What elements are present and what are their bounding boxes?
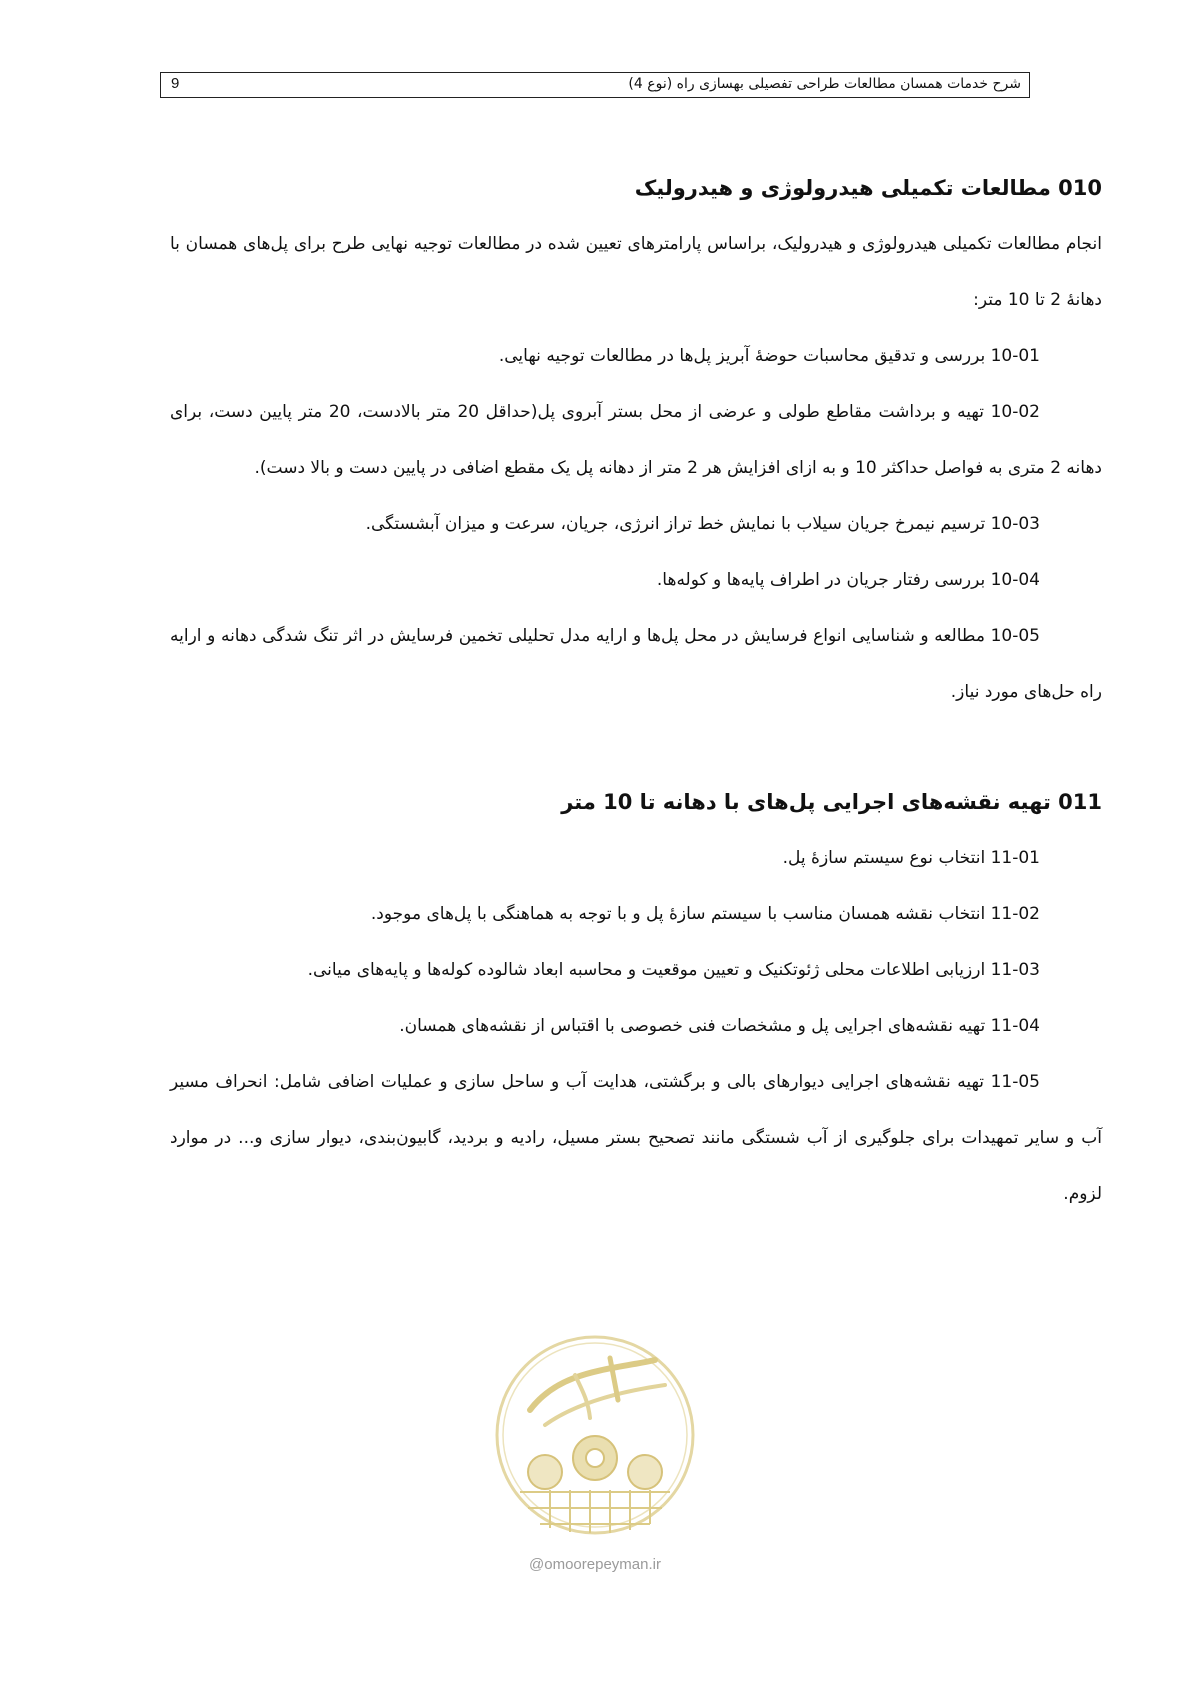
- document-body: [170, 160, 1102, 1222]
- watermark-site: @omoorepeyman.ir: [529, 1556, 661, 1573]
- page-header: [160, 72, 1030, 98]
- section-010-title: 010 مطالعات تکمیلی هیدرولوژی و هیدرولیک: [634, 176, 1102, 200]
- watermark-logo: [490, 1330, 700, 1573]
- watermark-seal-icon: [490, 1330, 700, 1550]
- item-11-04: 11-04 تهیه نقشه‌های اجرایی پل و مشخصات فنی خصوصی با اقتباس از نقشه‌های همسان.: [399, 1016, 1040, 1036]
- item-11-01: 11-01 انتخاب نوع سیستم سازهٔ پل.: [782, 848, 1040, 868]
- page-number: 9: [171, 75, 180, 92]
- item-10-02: 10-02 تهیه و برداشت مقاطع طولی و عرضی از محل بستر آبروی پل(حداقل 20 متر بالادست، 20 متر پایین دست، برای دهانه 2 متری به فواصل حداکثر 10 و به ازای افزایش هر 2 متر از دهانه پل یک مقطع اضافی در پایین دست و بالا دست).: [170, 402, 1102, 478]
- section-010-intro: انجام مطالعات تکمیلی هیدرولوژی و هیدرولیک، براساس پارامترهای تعیین شده در مطالعات توجیه نهایی طرح برای پل‌های همسان با دهانهٔ 2 تا 10 متر:: [170, 234, 1102, 310]
- item-11-05: 11-05 تهیه نقشه‌های اجرایی دیوارهای بالی و برگشتی، هدایت آب و ساحل سازی و عملیات اضافی شامل: انحراف مسیر آب و سایر تمهیدات برای جلوگیری از آب شستگی مانند تصحیح بستر مسیل، رادیه و بردید، گابیون‌بندی، دیوار سازی و... در موارد لزوم.: [170, 1072, 1102, 1204]
- item-10-03: 10-03 ترسیم نیمرخ جریان سیلاب با نمایش خط تراز انرژی، جریان، سرعت و میزان آبشستگی.: [365, 514, 1040, 534]
- item-10-05: 10-05 مطالعه و شناسایی انواع فرسایش در محل پل‌ها و ارایه مدل تحلیلی تخمین فرسایش در اثر تنگ شدگی دهانه و ارایه راه حل‌های مورد نیاز.: [170, 626, 1102, 702]
- section-011-title: 011 تهیه نقشه‌های اجرایی پل‌های با دهانه تا 10 متر: [561, 790, 1102, 814]
- item-10-01: 10-01 بررسی و تدقیق محاسبات حوضهٔ آبریز پل‌ها در مطالعات توجیه نهایی.: [498, 346, 1040, 366]
- item-10-04: 10-04 بررسی رفتار جریان در اطراف پایه‌ها و کوله‌ها.: [656, 570, 1040, 590]
- item-11-03: 11-03 ارزیابی اطلاعات محلی ژئوتکنیک و تعیین موقعیت و محاسبه ابعاد شالوده کوله‌ها و پایه‌های میانی.: [307, 960, 1040, 980]
- header-title: شرح خدمات همسان مطالعات طراحی تفصیلی بهسازی راه (نوع 4): [628, 76, 1021, 92]
- item-11-02: 11-02 انتخاب نقشه همسان مناسب با سیستم سازهٔ پل و با توجه به هماهنگی با پل‌های موجود.: [370, 904, 1040, 924]
